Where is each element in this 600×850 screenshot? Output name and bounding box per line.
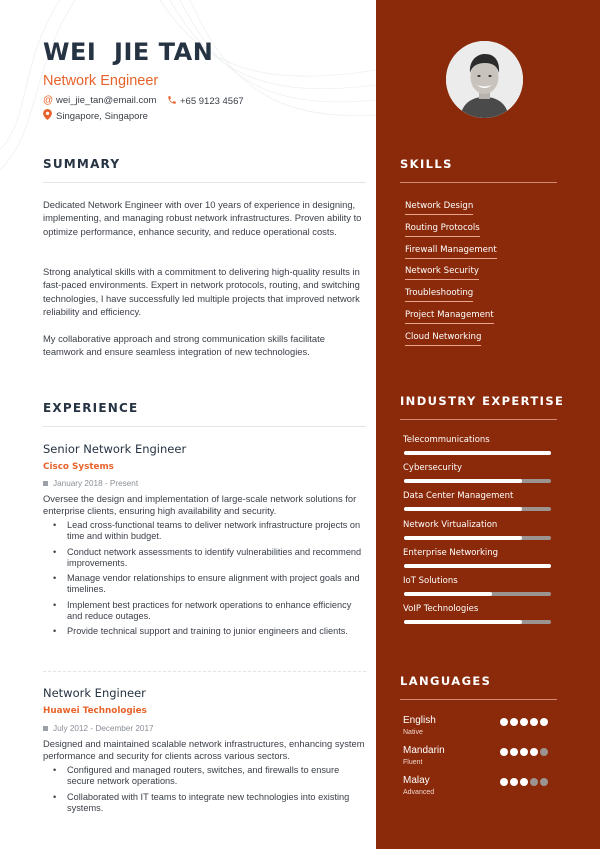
candidate-role: Network Engineer xyxy=(43,73,159,89)
expertise-bar xyxy=(404,536,551,540)
expertise-heading: INDUSTRY EXPERTISE xyxy=(400,394,565,408)
expertise-label: VoIP Technologies xyxy=(403,604,479,615)
job-company: Huawei Technologies xyxy=(43,706,147,716)
expertise-bar-fill xyxy=(404,592,492,596)
summary-paragraph: My collaborative approach and strong communication skills facilitate teamwork and ensure seamless integration of new technologies. xyxy=(43,333,325,358)
summary-paragraph: Dedicated Network Engineer with over 10 years of experience in designing, implementing, and managing robust network infrastructures. Proven ability to optimize performance, enhance security, and reduce operational costs. xyxy=(43,199,362,237)
languages-divider xyxy=(400,699,557,700)
phone-text: +65 9123 4567 xyxy=(180,96,244,107)
job-bullet: • Provide technical support and training to junior engineers and clients. xyxy=(43,626,368,637)
job-separator xyxy=(43,671,366,672)
rating-dot-filled xyxy=(530,718,538,726)
sidebar xyxy=(376,0,600,849)
job-bullet: • Configured and managed routers, switches, and firewalls to ensure secure network operations. xyxy=(43,765,368,787)
candidate-name: WEI JIE TAN xyxy=(43,38,214,66)
rating-dot-filled xyxy=(520,778,528,786)
rating-dot-empty xyxy=(540,778,548,786)
language-rating xyxy=(500,748,548,756)
expertise-label: IoT Solutions xyxy=(403,576,458,586)
contact-phone[interactable] xyxy=(167,95,244,108)
summary-divider xyxy=(43,182,366,183)
skills-heading: SKILLS xyxy=(400,157,453,171)
job-bullet: • Implement best practices for network operations to enhance efficiency and reduce outages. xyxy=(43,600,368,622)
expertise-label: Enterprise Networking xyxy=(403,547,499,558)
expertise-bar xyxy=(404,479,551,483)
job-bullets xyxy=(43,520,368,642)
expertise-bar xyxy=(404,451,551,455)
language-name: Mandarin xyxy=(403,745,445,756)
job-bullet: • Collaborated with IT teams to integrate new technologies into existing systems. xyxy=(43,792,368,814)
rating-dot-filled xyxy=(510,748,518,756)
map-pin-icon xyxy=(43,109,56,123)
rating-dot-filled xyxy=(540,718,548,726)
language-rating xyxy=(500,718,548,726)
languages-heading: LANGUAGES xyxy=(400,674,492,688)
contact-email[interactable] xyxy=(43,95,156,106)
language-name: English xyxy=(403,715,436,726)
job-bullet: • Conduct network assessments to identify vulnerabilities and recommend improvements. xyxy=(43,547,368,569)
experience-divider xyxy=(43,426,366,427)
job-dates-text: January 2018 - Present xyxy=(53,479,139,488)
expertise-bar-fill xyxy=(404,564,551,568)
language-name: Malay xyxy=(403,775,430,786)
expertise-bar-fill xyxy=(404,507,522,511)
expertise-label: Data Center Management xyxy=(403,491,514,502)
rating-dot-filled xyxy=(500,778,508,786)
language-level: Native xyxy=(403,729,423,736)
expertise-label: Cybersecurity xyxy=(403,463,463,474)
expertise-bar xyxy=(404,564,551,568)
rating-dot-filled xyxy=(520,748,528,756)
skill-item: Firewall Management xyxy=(405,245,497,259)
summary-paragraph: Strong analytical skills with a commitment to delivering high-quality results in fast-paced environments. Expert in network protocols, routing, and switching technologies, I have successfully led multiple projects that improved network reliability and efficiency. xyxy=(43,266,360,318)
job-title: Network Engineer xyxy=(43,686,146,700)
job-description: Designed and maintained scalable network infrastructures, enhancing system performance and security for clients across various sectors. xyxy=(43,738,365,762)
contact-location xyxy=(43,109,148,123)
skill-item: Cloud Networking xyxy=(405,332,481,346)
job-description: Oversee the design and implementation of large-scale network solutions for enterprise clients, ensuring high availability and security. xyxy=(43,493,357,517)
skill-item: Project Management xyxy=(405,310,494,324)
job-bullet: • Manage vendor relationships to ensure alignment with project goals and timelines. xyxy=(43,573,368,595)
rating-dot-empty xyxy=(540,748,548,756)
expertise-bar-fill xyxy=(404,536,522,540)
at-icon: @ xyxy=(43,95,54,106)
rating-dot-empty xyxy=(530,778,538,786)
rating-dot-filled xyxy=(520,718,528,726)
calendar-icon xyxy=(43,481,48,486)
expertise-label: Network Virtualization xyxy=(403,519,498,530)
job-title: Senior Network Engineer xyxy=(43,442,187,456)
job-dates xyxy=(43,479,138,488)
expertise-divider xyxy=(400,419,557,420)
profile-photo xyxy=(446,41,523,118)
rating-dot-filled xyxy=(500,748,508,756)
language-level: Advanced xyxy=(403,789,435,796)
expertise-bar-fill xyxy=(404,620,522,624)
expertise-bar xyxy=(404,592,551,596)
rating-dot-filled xyxy=(500,718,508,726)
job-company: Cisco Systems xyxy=(43,462,114,472)
skill-item: Network Security xyxy=(405,266,479,280)
skill-item: Routing Protocols xyxy=(405,223,480,237)
experience-heading: EXPERIENCE xyxy=(43,401,139,415)
expertise-label: Telecommunications xyxy=(403,435,490,445)
email-text: wei_jie_tan@email.com xyxy=(56,95,157,106)
skill-item: Troubleshooting xyxy=(405,288,473,302)
job-bullets xyxy=(43,765,368,818)
expertise-bar-fill xyxy=(404,479,522,483)
rating-dot-filled xyxy=(530,748,538,756)
expertise-bar xyxy=(404,620,551,624)
skills-divider xyxy=(400,182,557,183)
expertise-bar-fill xyxy=(404,451,551,455)
location-text: Singapore, Singapore xyxy=(56,110,148,122)
rating-dot-filled xyxy=(510,718,518,726)
expertise-bar xyxy=(404,507,551,511)
job-dates xyxy=(43,724,154,733)
language-level: Fluent xyxy=(403,759,423,766)
phone-icon xyxy=(167,95,180,108)
rating-dot-filled xyxy=(510,778,518,786)
job-dates-text: July 2012 - December 2017 xyxy=(53,724,154,733)
skill-item: Network Design xyxy=(405,201,473,215)
job-bullet: • Lead cross-functional teams to deliver network infrastructure projects on time and within budget. xyxy=(43,520,368,542)
summary-heading: SUMMARY xyxy=(43,157,121,171)
calendar-icon xyxy=(43,726,48,731)
language-rating xyxy=(500,778,548,786)
